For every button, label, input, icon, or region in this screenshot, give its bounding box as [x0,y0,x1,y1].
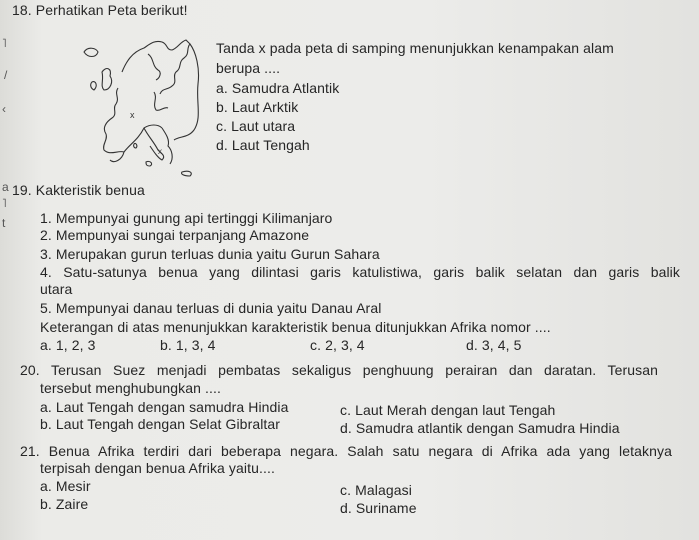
question-21-option-a: a. Mesir [40,478,91,494]
margin-mark: ˥ [2,196,7,210]
question-19-item: 1. Mempunyai gunung api tertinggi Kilimanjaro [40,210,333,226]
margin-mark: ˥ [2,36,7,50]
question-18-stem: Tanda x pada peta di samping menunjukkan kenampakan alam [216,40,614,56]
question-21-stem: 21. Benua Afrika terdiri dari beberapa negara. Salah satu negara di Afrika ada yang letaknya [20,443,672,459]
question-20-option-c: c. Laut Merah dengan laut Tengah [340,402,556,418]
question-19-item: 5. Mempunyai danau terluas di dunia yaitu Danau Aral [40,300,382,316]
question-21-option-d: d. Suriname [340,500,417,516]
question-19-option-d: d. 3, 4, 5 [466,337,522,353]
question-20-option-d: d. Samudra atlantik dengan Samudra Hindia [340,420,620,436]
question-21-stem-cont: terpisah dengan benua Afrika yaitu.... [40,460,275,476]
question-18-stem-cont: berupa .... [216,60,281,76]
question-20-stem: 20. Terusan Suez menjadi pembatas sekaligus penghuung perairan dan daratan. Terusan [20,362,658,378]
question-21-option-b: b. Zaire [40,496,89,512]
question-19-option-a: a. 1, 2, 3 [40,337,96,353]
margin-mark: a [2,180,9,194]
svg-text:x: x [158,147,162,156]
europe-map-image [62,32,208,182]
question-19-item: 3. Merupakan gurun terluas dunia yaitu Gurun Sahara [40,246,380,262]
question-19-option-b: b. 1, 3, 4 [160,337,216,353]
question-19-item: 4. Satu-satunya benua yang dilintasi garis katulistiwa, garis balik selatan dan garis balik [40,264,680,280]
margin-mark: / [4,68,8,82]
question-21-option-c: c. Malagasi [340,482,412,498]
question-18-heading: 18. Perhatikan Peta berikut! [12,2,188,18]
question-18-option-b: b. Laut Arktik [216,99,299,115]
question-19-option-c: c. 2, 3, 4 [310,337,365,353]
question-18-option-d: d. Laut Tengah [216,137,310,153]
question-20-option-a: a. Laut Tengah dengan samudra Hindia [40,399,289,415]
margin-mark: ‹ [2,102,6,116]
question-19-item: 2. Mempunyai sungai terpanjang Amazone [40,227,310,243]
svg-text:x: x [130,110,135,120]
question-20-option-b: b. Laut Tengah dengan Selat Gibraltar [40,416,281,432]
question-19-note: Keterangan di atas menunjukkan karakteristik benua ditunjukkan Afrika nomor .... [40,319,551,335]
question-20-stem-cont: tersebut menghubungkan .... [40,380,221,396]
question-18-option-c: c. Laut utara [216,118,296,134]
question-18-option-a: a. Samudra Atlantik [216,80,340,96]
margin-mark: t [2,216,6,230]
question-19-item-cont: utara [40,281,73,297]
question-19-heading: 19. Kakteristik benua [12,182,145,198]
